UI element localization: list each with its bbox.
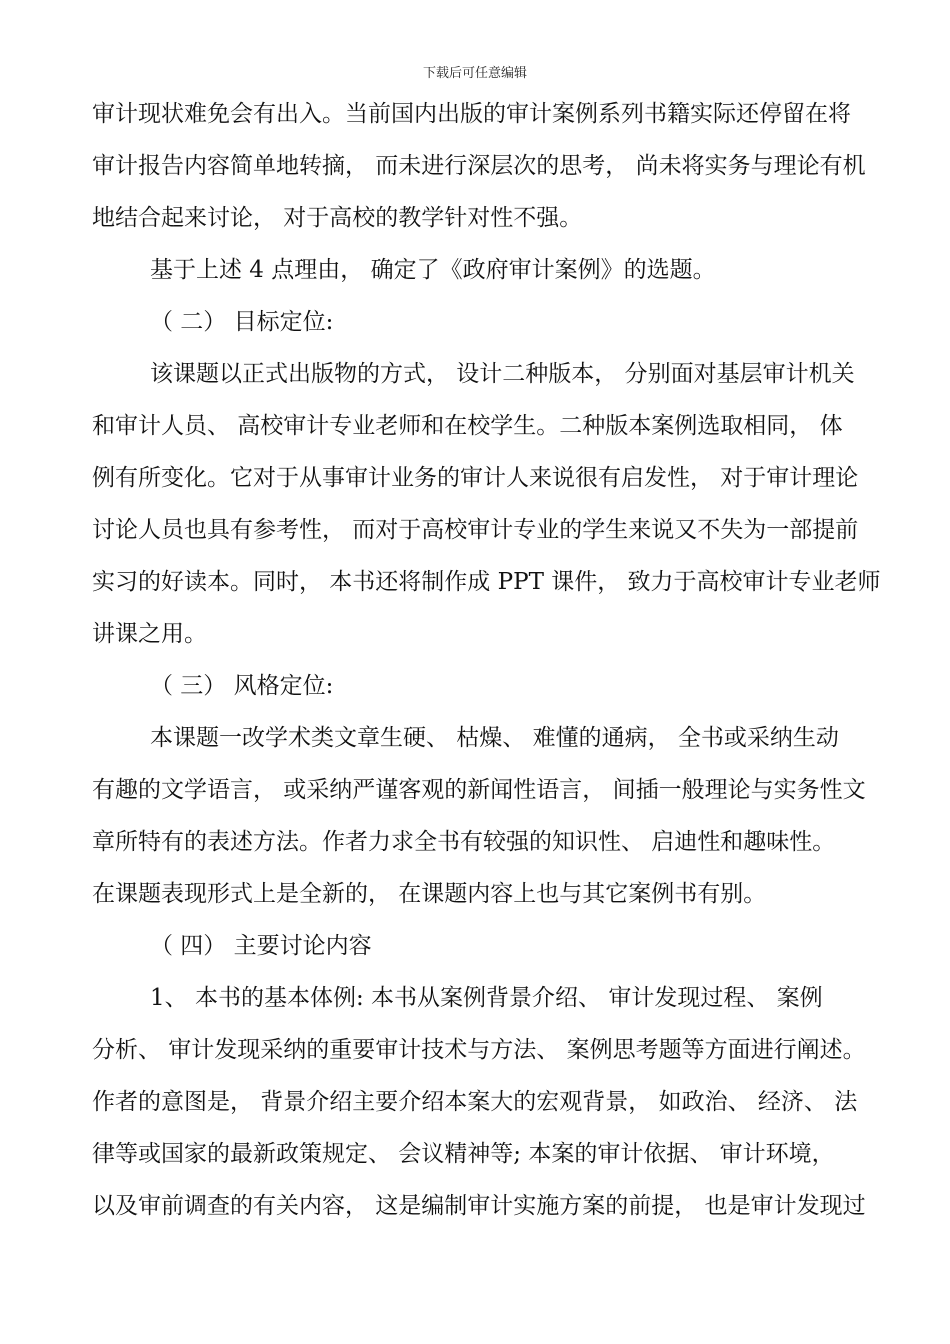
text-line: 本课题一改学术类文章生硬、 枯燥、 难懂的通病， 全书或采纳生动 <box>150 725 839 751</box>
text-line: 实习的好读本。同时， 本书还将制作成 PPT 课件， 致力于高校审计专业老师 <box>92 569 881 595</box>
document-body <box>92 88 882 1232</box>
text-line: 审计报告内容简单地转摘， 而未进行深层次的思考， 尚未将实务与理论有机 <box>92 153 866 179</box>
text-line: 分析、 审计发现采纳的重要审计技术与方法、 案例思考题等方面进行阐述。 <box>92 1037 866 1063</box>
page-header: 下载后可任意编辑 <box>422 66 527 81</box>
text-line: 有趣的文学语言， 或采纳严谨客观的新闻性语言， 间插一般理论与实务性文 <box>92 777 866 803</box>
text-line: 作者的意图是， 背景介绍主要介绍本案大的宏观背景， 如政治、 经济、 法 <box>92 1089 858 1115</box>
text-line: 章所特有的表述方法。作者力求全书有较强的知识性、 启迪性和趣味性。 <box>92 829 836 855</box>
text-line: 该课题以正式出版物的方式， 设计二种版本， 分别面对基层审计机关 <box>150 361 855 387</box>
section-heading: （ 三） 风格定位: <box>150 673 334 699</box>
text-line: 讨论人员也具有参考性， 而对于高校审计专业的学生来说又不失为一部提前 <box>92 517 859 543</box>
text-line: 基于上述 4 点理由， 确定了《政府审计案例》的选题。 <box>150 257 716 283</box>
text-line: 审计现状难免会有出入。当前国内出版的审计案例系列书籍实际还停留在将 <box>92 101 851 127</box>
text-line: 在课题表现形式上是全新的， 在课题内容上也与其它案例书有别。 <box>92 881 767 907</box>
text-line: 例有所变化。它对于从事审计业务的审计人来说很有启发性， 对于审计理论 <box>92 465 859 491</box>
text-line: 以及审前调查的有关内容， 这是编制审计实施方案的前提， 也是审计发现过 <box>92 1193 866 1219</box>
section-heading: （ 四） 主要讨论内容 <box>150 933 372 959</box>
text-line: 和审计人员、 高校审计专业老师和在校学生。二种版本案例选取相同， 体 <box>92 413 843 439</box>
section-heading: （ 二） 目标定位: <box>150 309 334 335</box>
text-line: 律等或国家的最新政策规定、 会议精神等; 本案的审计依据、 审计环境， <box>92 1141 835 1167</box>
text-line: 讲课之用。 <box>92 621 207 647</box>
text-line: 地结合起来讨论， 对于高校的教学针对性不强。 <box>92 205 583 231</box>
text-line: 1、 本书的基本体例: 本书从案例背景介绍、 审计发现过程、 案例 <box>150 985 823 1011</box>
